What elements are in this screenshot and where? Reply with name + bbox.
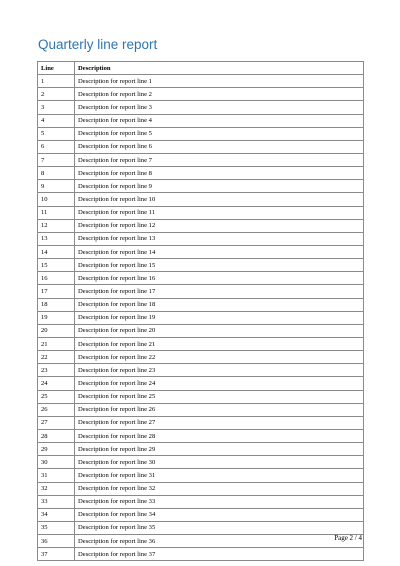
cell-description: Description for report line 17 (75, 285, 364, 298)
cell-line-number: 29 (38, 443, 75, 456)
cell-description: Description for report line 4 (75, 114, 364, 127)
cell-description: Description for report line 11 (75, 206, 364, 219)
cell-description: Description for report line 25 (75, 390, 364, 403)
table-row (38, 416, 364, 429)
table-row (38, 469, 364, 482)
table-row (38, 548, 364, 561)
cell-line-number: 20 (38, 324, 75, 337)
cell-line-number: 3 (38, 101, 75, 114)
cell-line-number: 16 (38, 272, 75, 285)
table-row (38, 75, 364, 88)
cell-line-number: 12 (38, 219, 75, 232)
cell-description: Description for report line 34 (75, 508, 364, 521)
cell-line-number: 32 (38, 482, 75, 495)
table-row (38, 351, 364, 364)
table-row (38, 285, 364, 298)
table-row (38, 390, 364, 403)
page-title: Quarterly line report (38, 37, 158, 52)
table-row (38, 443, 364, 456)
cell-line-number: 26 (38, 403, 75, 416)
cell-line-number: 6 (38, 140, 75, 153)
cell-line-number: 23 (38, 364, 75, 377)
cell-line-number: 31 (38, 469, 75, 482)
table-row (38, 311, 364, 324)
column-header-line: Line (38, 62, 75, 75)
cell-description: Description for report line 9 (75, 180, 364, 193)
cell-line-number: 34 (38, 508, 75, 521)
table-row (38, 88, 364, 101)
table-row (38, 298, 364, 311)
cell-description: Description for report line 16 (75, 272, 364, 285)
cell-description: Description for report line 22 (75, 351, 364, 364)
table-row (38, 259, 364, 272)
cell-description: Description for report line 2 (75, 88, 364, 101)
cell-description: Description for report line 32 (75, 482, 364, 495)
cell-description: Description for report line 35 (75, 521, 364, 534)
cell-line-number: 11 (38, 206, 75, 219)
table-row (38, 272, 364, 285)
cell-line-number: 9 (38, 180, 75, 193)
cell-description: Description for report line 29 (75, 443, 364, 456)
cell-description: Description for report line 30 (75, 456, 364, 469)
table-row (38, 495, 364, 508)
cell-description: Description for report line 36 (75, 535, 364, 548)
cell-line-number: 22 (38, 351, 75, 364)
table-row (38, 482, 364, 495)
table-row (38, 153, 364, 166)
table-row (38, 456, 364, 469)
cell-line-number: 7 (38, 153, 75, 166)
cell-description: Description for report line 19 (75, 311, 364, 324)
table-row (38, 535, 364, 548)
table-row (38, 127, 364, 140)
table-row (38, 206, 364, 219)
cell-line-number: 36 (38, 535, 75, 548)
cell-description: Description for report line 21 (75, 337, 364, 350)
cell-line-number: 14 (38, 245, 75, 258)
table-header (38, 62, 364, 75)
table-row (38, 377, 364, 390)
table-row (38, 521, 364, 534)
cell-line-number: 30 (38, 456, 75, 469)
cell-line-number: 1 (38, 75, 75, 88)
table-row (38, 101, 364, 114)
cell-line-number: 17 (38, 285, 75, 298)
page-number: Page 2 / 4 (334, 534, 362, 542)
cell-description: Description for report line 12 (75, 219, 364, 232)
cell-line-number: 5 (38, 127, 75, 140)
column-header-description: Description (75, 62, 364, 75)
table-body (38, 75, 364, 561)
cell-line-number: 4 (38, 114, 75, 127)
table-row (38, 114, 364, 127)
table-row (38, 245, 364, 258)
cell-line-number: 10 (38, 193, 75, 206)
cell-description: Description for report line 13 (75, 232, 364, 245)
report-table (37, 61, 364, 561)
table-row (38, 140, 364, 153)
cell-description: Description for report line 10 (75, 193, 364, 206)
cell-line-number: 24 (38, 377, 75, 390)
cell-description: Description for report line 5 (75, 127, 364, 140)
table-row (38, 403, 364, 416)
table-row (38, 337, 364, 350)
cell-line-number: 21 (38, 337, 75, 350)
cell-description: Description for report line 33 (75, 495, 364, 508)
cell-description: Description for report line 20 (75, 324, 364, 337)
cell-description: Description for report line 8 (75, 167, 364, 180)
table-row (38, 324, 364, 337)
table-row (38, 193, 364, 206)
table-row (38, 219, 364, 232)
cell-description: Description for report line 1 (75, 75, 364, 88)
cell-line-number: 8 (38, 167, 75, 180)
cell-line-number: 25 (38, 390, 75, 403)
cell-description: Description for report line 26 (75, 403, 364, 416)
table-row (38, 180, 364, 193)
cell-line-number: 2 (38, 88, 75, 101)
cell-line-number: 35 (38, 521, 75, 534)
cell-line-number: 33 (38, 495, 75, 508)
cell-description: Description for report line 27 (75, 416, 364, 429)
cell-line-number: 15 (38, 259, 75, 272)
cell-description: Description for report line 7 (75, 153, 364, 166)
cell-description: Description for report line 18 (75, 298, 364, 311)
table-row (38, 232, 364, 245)
cell-description: Description for report line 6 (75, 140, 364, 153)
table-row (38, 167, 364, 180)
cell-line-number: 27 (38, 416, 75, 429)
cell-description: Description for report line 28 (75, 429, 364, 442)
cell-line-number: 19 (38, 311, 75, 324)
cell-line-number: 13 (38, 232, 75, 245)
table-row (38, 364, 364, 377)
cell-line-number: 18 (38, 298, 75, 311)
cell-description: Description for report line 37 (75, 548, 364, 561)
cell-description: Description for report line 31 (75, 469, 364, 482)
cell-line-number: 37 (38, 548, 75, 561)
cell-description: Description for report line 3 (75, 101, 364, 114)
cell-description: Description for report line 15 (75, 259, 364, 272)
table-header-row (38, 62, 364, 75)
table-row (38, 508, 364, 521)
cell-description: Description for report line 14 (75, 245, 364, 258)
table-row (38, 429, 364, 442)
cell-line-number: 28 (38, 429, 75, 442)
cell-description: Description for report line 23 (75, 364, 364, 377)
cell-description: Description for report line 24 (75, 377, 364, 390)
